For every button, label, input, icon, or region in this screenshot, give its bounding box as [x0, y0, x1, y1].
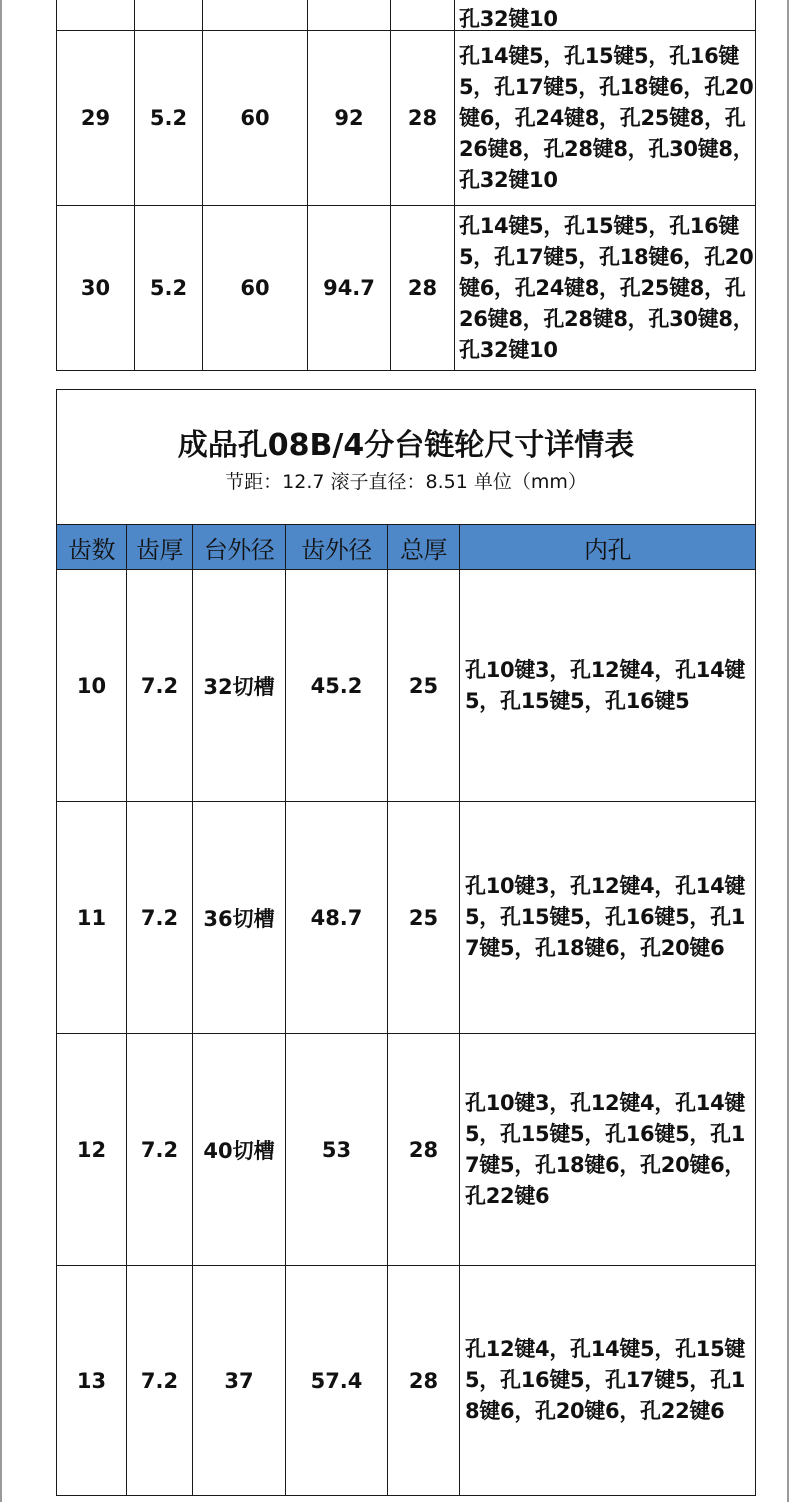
- thickness-cell: 5.2: [135, 31, 203, 206]
- teeth-cell: 29: [57, 31, 135, 206]
- hub-od-cell: 37: [193, 1266, 286, 1496]
- hub-od-cell: 60: [203, 206, 308, 371]
- hub-od-cell: 60: [203, 31, 308, 206]
- teeth-cell: 11: [57, 802, 127, 1034]
- tooth-od-cell: 92: [308, 31, 391, 206]
- table-row: [57, 206, 756, 371]
- bore-cell: 孔12键4，孔14键5，孔15键5，孔16键5，孔17键5，孔18键6，孔20键6，孔22键6: [460, 1266, 756, 1496]
- tooth-od-cell: 94.7: [308, 206, 391, 371]
- table-row-partial: [57, 0, 756, 31]
- header-tooth-od: 齿外径: [286, 525, 388, 570]
- hub-od-cell: 40切槽: [193, 1034, 286, 1266]
- total-thickness-cell: 25: [388, 802, 460, 1034]
- total-thickness-cell: 28: [388, 1034, 460, 1266]
- thickness-cell: 7.2: [127, 570, 193, 802]
- bore-cell: 孔32键10: [455, 0, 756, 31]
- total-thickness-cell: 28: [391, 206, 455, 371]
- header-hub-od: 台外径: [193, 525, 286, 570]
- total-thickness-cell: 28: [391, 31, 455, 206]
- hub-od-cell: 36切槽: [193, 802, 286, 1034]
- page-frame-left: [0, 0, 2, 1502]
- bore-cell: 孔10键3，孔12键4，孔14键5，孔15键5，孔16键5，孔17键5，孔18键6，孔20键6: [460, 802, 756, 1034]
- spec-table-continued: [56, 0, 756, 371]
- thickness-cell: 7.2: [127, 1034, 193, 1266]
- table-row: [57, 570, 756, 802]
- tooth-od-cell: 53: [286, 1034, 388, 1266]
- bore-cell: 孔14键5，孔15键5，孔16键5，孔17键5，孔18键6，孔20键6，孔24键8，孔25键8，孔26键8，孔28键8，孔30键8，孔32键10: [455, 31, 756, 206]
- spec-table: [56, 389, 756, 1496]
- header-bore: 内孔: [460, 525, 756, 570]
- thickness-cell: 7.2: [127, 802, 193, 1034]
- header-teeth: 齿数: [57, 525, 127, 570]
- bore-cell: 孔14键5，孔15键5，孔16键5，孔17键5，孔18键6，孔20键6，孔24键8，孔25键8，孔26键8，孔28键8，孔30键8，孔32键10: [455, 206, 756, 371]
- table-title-row: [57, 390, 756, 525]
- table-row: [57, 31, 756, 206]
- thickness-cell: 5.2: [135, 206, 203, 371]
- header-total-thickness: 总厚: [388, 525, 460, 570]
- page-frame-right: [787, 0, 789, 1502]
- table-row: [57, 802, 756, 1034]
- bore-cell: 孔10键3，孔12键4，孔14键5，孔15键5，孔16键5: [460, 570, 756, 802]
- tooth-od-cell: 57.4: [286, 1266, 388, 1496]
- tooth-od-cell: 48.7: [286, 802, 388, 1034]
- header-thickness: 齿厚: [127, 525, 193, 570]
- table-title: 成品孔08B/4分台链轮尺寸详情表: [177, 428, 635, 463]
- teeth-cell: 10: [57, 570, 127, 802]
- teeth-cell: 12: [57, 1034, 127, 1266]
- table-row: [57, 1266, 756, 1496]
- table-subtitle: 节距：12.7 滚子直径：8.51 单位（mm）: [225, 471, 587, 493]
- table-header-row: [57, 525, 756, 570]
- thickness-cell: 7.2: [127, 1266, 193, 1496]
- total-thickness-cell: 25: [388, 570, 460, 802]
- total-thickness-cell: 28: [388, 1266, 460, 1496]
- hub-od-cell: 32切槽: [193, 570, 286, 802]
- table-row: [57, 1034, 756, 1266]
- teeth-cell: 13: [57, 1266, 127, 1496]
- teeth-cell: 30: [57, 206, 135, 371]
- bore-cell: 孔10键3，孔12键4，孔14键5，孔15键5，孔16键5，孔17键5，孔18键6，孔20键6，孔22键6: [460, 1034, 756, 1266]
- tooth-od-cell: 45.2: [286, 570, 388, 802]
